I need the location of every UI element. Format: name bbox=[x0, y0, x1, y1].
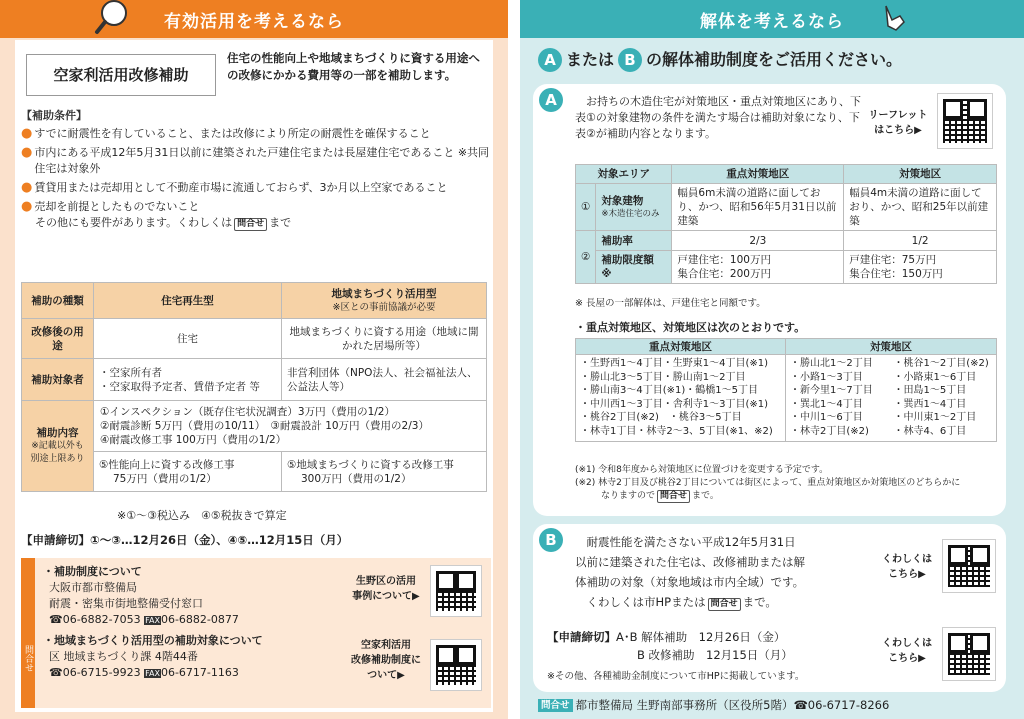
contact-tag: 問合せ bbox=[538, 699, 573, 712]
district-table bbox=[575, 338, 997, 442]
row-label-content: 補助内容 ※記載以外も別途上限あり bbox=[22, 401, 94, 492]
qr-code[interactable] bbox=[943, 628, 995, 680]
more-link[interactable]: くわしくは こちら▶ bbox=[882, 638, 932, 664]
cell: ① bbox=[576, 184, 596, 231]
qr-link-cases[interactable]: 生野区の活用 事例について▶ bbox=[352, 576, 420, 602]
contact-side-label: 問合せ bbox=[21, 558, 35, 708]
row-label-limit: 補助限度額 ※ bbox=[596, 251, 672, 284]
cell: 住宅 bbox=[94, 319, 282, 359]
condition-item: ● 市内にある平成12年5月31日以前に建築された戸建住宅または長屋建住宅であること ※共同住宅は対象外 bbox=[21, 145, 490, 175]
district-list: ・生野西1～4丁目・生野東1～4丁目(※1) ・勝山北3～5丁目・勝山南1～2丁目 ・勝山南3～4丁目(※1)・鶴橋1～5丁目 ・中川西1～3丁目・舎利寺1～3丁目(※1) ・桃谷2丁目(※2) ・桃谷3～5丁目 ・林寺1丁目・林寺2～3、5丁目(※1、※2) bbox=[576, 355, 786, 442]
left-header bbox=[0, 0, 508, 38]
cell: ⑤地域まちづくりに資する改修工事 300万円（費用の1/2） bbox=[282, 452, 487, 492]
col-header-priority-districts: 重点対策地区 bbox=[576, 339, 786, 355]
qr-code[interactable] bbox=[938, 94, 992, 148]
row-label-use: 改修後の用途 bbox=[22, 319, 94, 359]
col-header-area: 対象エリア bbox=[576, 165, 672, 184]
contact-box bbox=[21, 558, 491, 708]
fax-icon: FAX bbox=[145, 669, 160, 678]
tax-note: ※①～③税込み ④⑤税抜きで算定 bbox=[117, 509, 287, 522]
right-header-title: 解体を考えるなら bbox=[700, 11, 844, 32]
cell: ・空家所有者 ・空家取得予定者、賃借予定者 等 bbox=[94, 359, 282, 401]
section-b bbox=[533, 524, 1006, 692]
col-header-districts: 対策地区 bbox=[786, 339, 997, 355]
magnifier-icon bbox=[92, 0, 132, 43]
target-table bbox=[575, 164, 997, 284]
qr-code[interactable] bbox=[431, 640, 481, 690]
badge-a: A bbox=[538, 48, 562, 72]
col-header-community: 地域まちづくり活用型 ※区との事前協議が必要 bbox=[282, 283, 487, 319]
badge-b: B bbox=[539, 528, 563, 552]
fax-icon: FAX bbox=[145, 616, 160, 625]
left-content bbox=[15, 40, 493, 712]
cell: 非営利団体（NPO法人、社会福祉法人、公益法人等） bbox=[282, 359, 487, 401]
section-b-text: 耐震性能を満たさない平成12年5月31日 以前に建築された住宅は、改修補助または解 体補助の対象（対象地域は市内全域）です。 くわしくは市HPまたは 問合せ まで。 bbox=[575, 535, 805, 609]
qr-code[interactable] bbox=[943, 540, 995, 592]
condition-item: ● 賃貸用または売却用として不動産市場に流通しておらず、3か月以上空家であること bbox=[21, 180, 448, 195]
right-header bbox=[520, 0, 1024, 38]
condition-item: ● すでに耐震性を有していること、または改修により所定の耐震性を確保すること bbox=[21, 126, 431, 141]
footer-contact: 問合せ 都市整備局 生野南部事務所（区役所5階）☎06-6717-8266 bbox=[538, 696, 889, 714]
conditions-title: 【補助条件】 bbox=[21, 109, 87, 122]
cell: 戸建住宅：100万円 集合住宅：200万円 bbox=[672, 251, 844, 284]
district-list: ・桃谷1～2丁目(※2) ・小路東1～6丁目 ・田島1～5丁目 ・巽西1～4丁目 ・中川東1～2丁目 ・林寺4、6丁目 bbox=[890, 355, 997, 442]
table-note: ※ 長屋の一部解体は、戸建住宅と同額です。 bbox=[575, 298, 766, 309]
cell: ①インスペクション（既存住宅状況調査）3万円（費用の1/2） ②耐震診断 5万円（費用の10/11） ③耐震設計 10万円（費用の2/3） ④耐震改修工事 100万円（費用の1/2） bbox=[94, 401, 487, 452]
subsidy-table bbox=[21, 282, 487, 492]
cell: 幅員4m未満の道路に面しており、かつ、昭和25年以前建築 bbox=[844, 184, 997, 231]
conditions-more: その他にも要件があります。くわしくは 問合せ まで bbox=[35, 216, 292, 229]
section-a bbox=[533, 84, 1006, 516]
cell: 1/2 bbox=[844, 231, 997, 251]
condition-item: ● 売却を前提としたものでないこと bbox=[21, 199, 200, 214]
district-list: ・勝山北1～2丁目 ・小路1～3丁目 ・新今里1～7丁目 ・巽北1～4丁目 ・中川1～6丁目 ・林寺2丁目(※2) bbox=[786, 355, 890, 442]
hand-icon bbox=[878, 2, 910, 39]
program-title: 空家利活用改修補助 bbox=[26, 54, 216, 96]
contact-tag: 問合せ bbox=[708, 598, 741, 611]
other-note: ※その他、各種補助金制度について市HPに掲載しています。 bbox=[547, 671, 805, 682]
right-panel bbox=[520, 0, 1024, 719]
left-header-title: 有効活用を考えるなら bbox=[164, 11, 344, 32]
leaflet-link[interactable]: リーフレット はこちら▶ bbox=[868, 110, 928, 136]
more-link[interactable]: くわしくは こちら▶ bbox=[882, 554, 932, 580]
col-header-type: 補助の種類 bbox=[22, 283, 94, 319]
badge-b: B bbox=[618, 48, 642, 72]
col-header-housing: 住宅再生型 bbox=[94, 283, 282, 319]
district-notes: (※1) 令和8年度から対策地区に位置づけを変更する予定です。 (※2) 林寺2丁目及び桃谷2丁目については街区によって、重点対策地区か対策地区のどちらかに なりますので 問合せ まで。 bbox=[575, 465, 961, 501]
cell: 2/3 bbox=[672, 231, 844, 251]
left-panel bbox=[0, 0, 508, 719]
contact-tag: 問合せ bbox=[234, 218, 267, 231]
contact-info: ・補助制度について 大阪市都市整備局 耐震・密集市街地整備受付窓口 ☎06-6882-7053 FAX06-6882-0877 ・地域まちづくり活用型の補助対象について 区 地域まちづくり課 4階44番 ☎06-6715-9923 FAX06-6717-1163 bbox=[43, 565, 263, 679]
district-title: ・重点対策地区、対策地区は次のとおりです。 bbox=[575, 321, 806, 334]
right-title: A または B の解体補助制度をご活用ください。 bbox=[538, 48, 902, 72]
cell: ⑤性能向上に資する改修工事 75万円（費用の1/2） bbox=[94, 452, 282, 492]
row-label-rate: 補助率 bbox=[596, 231, 672, 251]
cell: ② bbox=[576, 231, 596, 284]
cell: 戸建住宅：75万円 集合住宅：150万円 bbox=[844, 251, 997, 284]
cell: 幅員6m未満の道路に面しており、かつ、昭和56年5月31日以前建築 bbox=[672, 184, 844, 231]
col-header-priority: 重点対策地区 bbox=[672, 165, 844, 184]
deadline: 【申請締切】①～③…12月26日（金）、④⑤…12月15日（月） bbox=[21, 533, 349, 547]
col-header-target: 対策地区 bbox=[844, 165, 997, 184]
qr-code[interactable] bbox=[431, 566, 481, 616]
b-deadline: 【申請締切】A･B 解体補助 12月26日（金） B 改修補助 12月15日（月） bbox=[547, 630, 793, 662]
conditions-list bbox=[21, 126, 491, 231]
row-label-target: 補助対象者 bbox=[22, 359, 94, 401]
row-label-building: 対象建物 ※木造住宅のみ bbox=[596, 184, 672, 231]
section-a-intro: お持ちの木造住宅が対策地区・重点対策地区にあり、下表①の対象建物の条件を満たす場合は補助対象になり、下表②が補助内容となります。 bbox=[575, 95, 861, 140]
badge-a: A bbox=[539, 88, 563, 112]
contact-tag: 問合せ bbox=[657, 490, 690, 503]
program-description: 住宅の性能向上や地域まちづくりに資する用途への改修にかかる費用等の一部を補助します。 bbox=[227, 51, 480, 82]
qr-link-program[interactable]: 空家利活用 改修補助制度に ついて▶ bbox=[351, 640, 421, 681]
cell: 地域まちづくりに資する用途（地域に開かれた居場所等） bbox=[282, 319, 487, 359]
